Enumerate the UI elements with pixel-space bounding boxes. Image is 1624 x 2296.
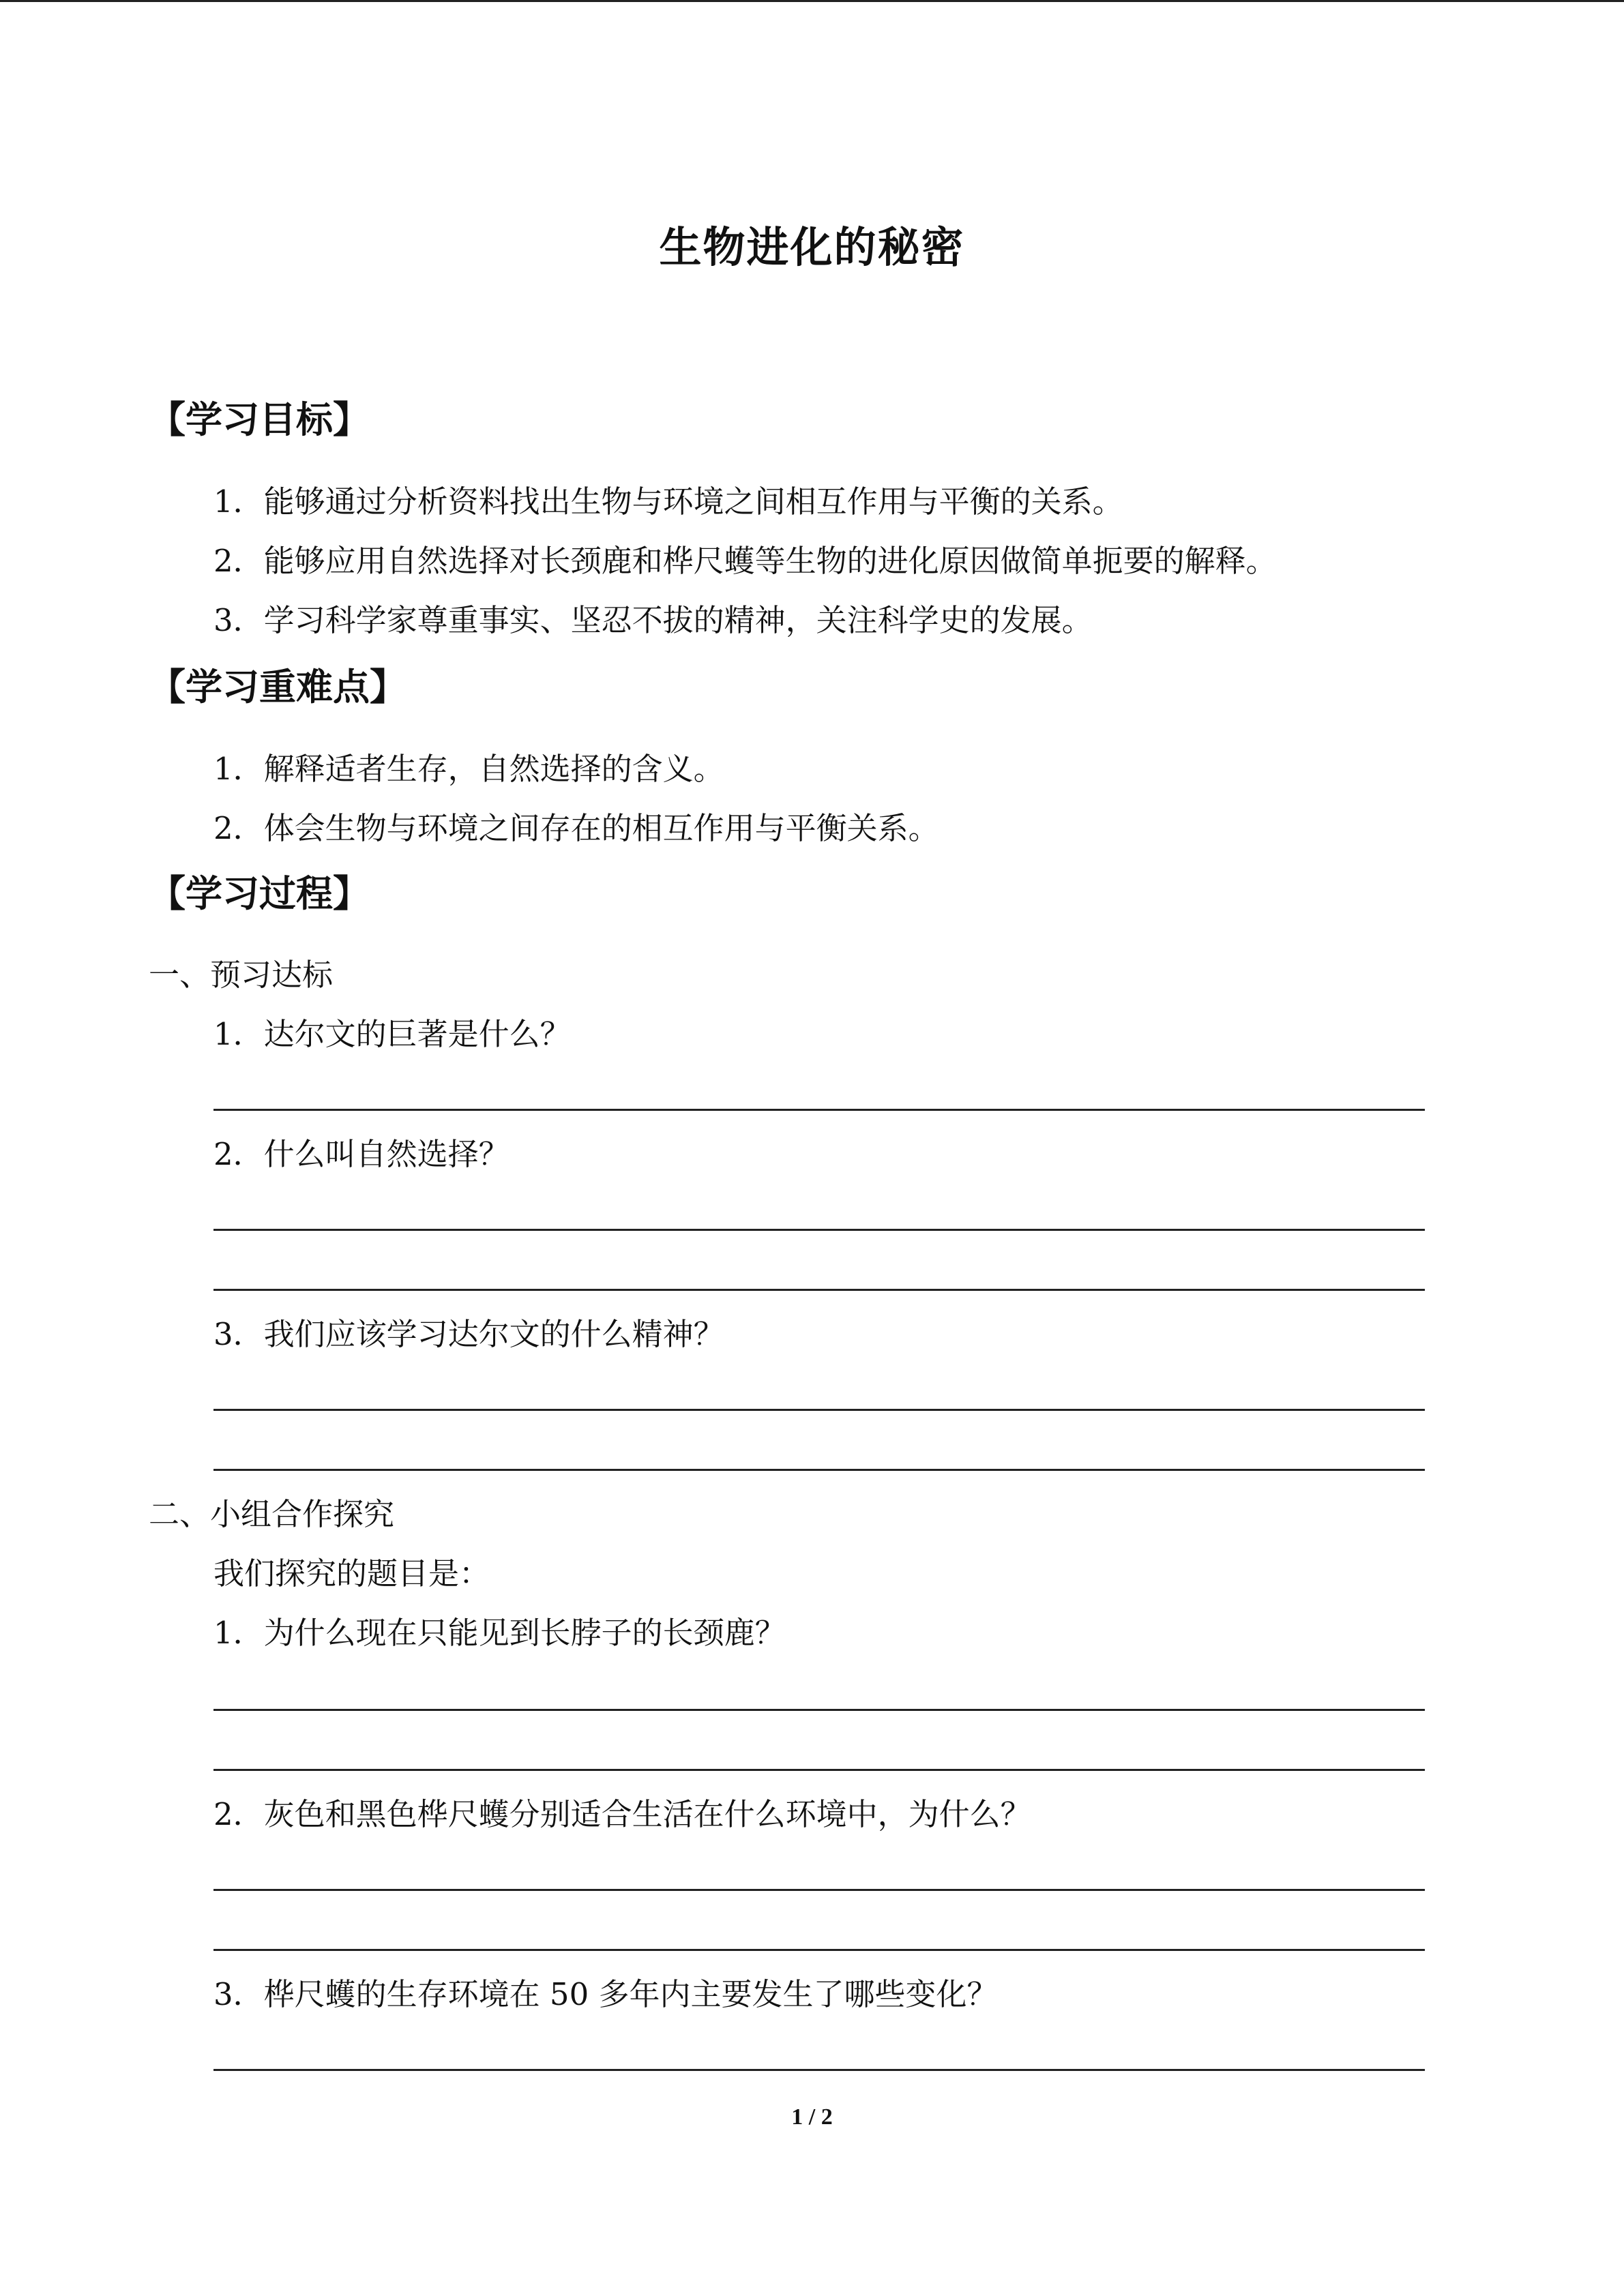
page-title: 生物进化的秘密	[659, 222, 965, 272]
key-point-item: 1．解释适者生存，自然选择的含义。	[213, 751, 724, 787]
answer-line[interactable]	[213, 1709, 1425, 1711]
answer-line[interactable]	[213, 1949, 1425, 1951]
part2-intro: 我们探究的题目是：	[213, 1555, 490, 1592]
goal-item: 3．学习科学家尊重事实、坚忍不拔的精神，关注科学史的发展。	[213, 602, 1093, 638]
preview-question: 3．我们应该学习达尔文的什么精神？	[213, 1316, 724, 1352]
preview-question: 1．达尔文的巨著是什么？	[213, 1016, 571, 1052]
inquiry-question: 3．桦尺蠖的生存环境在 50 多年内主要发生了哪些变化？	[213, 1976, 998, 2012]
key-points-heading: 【学习重难点】	[149, 665, 407, 709]
goals-heading: 【学习目标】	[149, 398, 370, 441]
part1-label: 一、预习达标	[149, 957, 334, 993]
answer-line[interactable]	[213, 1289, 1425, 1291]
answer-line[interactable]	[213, 1109, 1425, 1111]
answer-line[interactable]	[213, 1229, 1425, 1231]
answer-line[interactable]	[213, 1409, 1425, 1411]
answer-line[interactable]	[213, 1469, 1425, 1471]
goal-item: 2．能够应用自然选择对长颈鹿和桦尺蠖等生物的进化原因做简单扼要的解释。	[213, 543, 1277, 579]
preview-question: 2．什么叫自然选择？	[213, 1136, 510, 1172]
part2-label: 二、小组合作探究	[149, 1496, 395, 1532]
answer-line[interactable]	[213, 1769, 1425, 1771]
answer-line[interactable]	[213, 2069, 1425, 2071]
key-point-item: 2．体会生物与环境之间存在的相互作用与平衡关系。	[213, 810, 939, 846]
process-heading: 【学习过程】	[149, 871, 370, 915]
answer-line[interactable]	[213, 1889, 1425, 1891]
inquiry-question: 1．为什么现在只能见到长脖子的长颈鹿？	[213, 1615, 786, 1651]
page-number: 1 / 2	[791, 2104, 833, 2130]
inquiry-question: 2．灰色和黑色桦尺蠖分别适合生活在什么环境中，为什么？	[213, 1796, 1031, 1832]
goal-item: 1．能够通过分析资料找出生物与环境之间相互作用与平衡的关系。	[213, 483, 1123, 520]
